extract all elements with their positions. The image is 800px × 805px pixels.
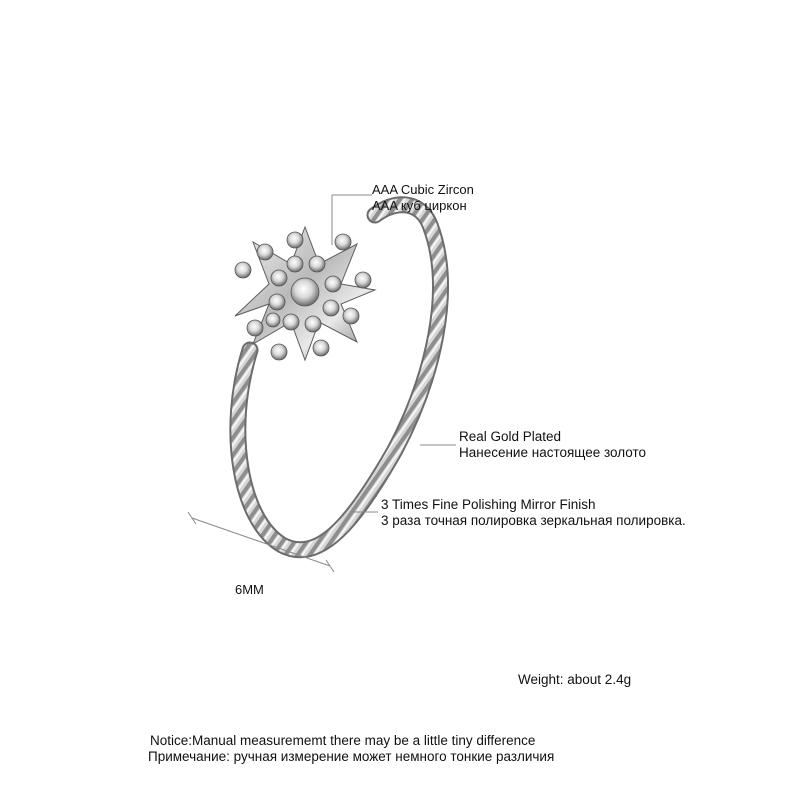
notice-en: Notice:Manual measurememt there may be a little tiny difference [150,733,536,748]
zircon-label-en: AAA Cubic Zircon [372,182,474,197]
size-label: 6MM [235,582,264,597]
polish-label-en: 3 Times Fine Polishing Mirror Finish [381,497,596,512]
gold-callout [459,429,646,461]
zircon-callout [372,182,474,214]
polish-callout [381,497,686,529]
polish-label-ru: 3 раза точная полировка зеркальная полировка. [381,513,686,528]
gold-label-en: Real Gold Plated [459,429,562,444]
snowflake-setting [235,227,375,360]
gold-label-ru: Нанесение настоящее золото [459,445,647,460]
weight-label: Weight: about 2.4g [518,672,632,687]
notice-ru: Примечание: ручная измерение может немного тонкие различия [148,749,555,764]
notice-block [150,733,554,765]
zircon-label-ru: AAA куб циркон [372,198,467,213]
